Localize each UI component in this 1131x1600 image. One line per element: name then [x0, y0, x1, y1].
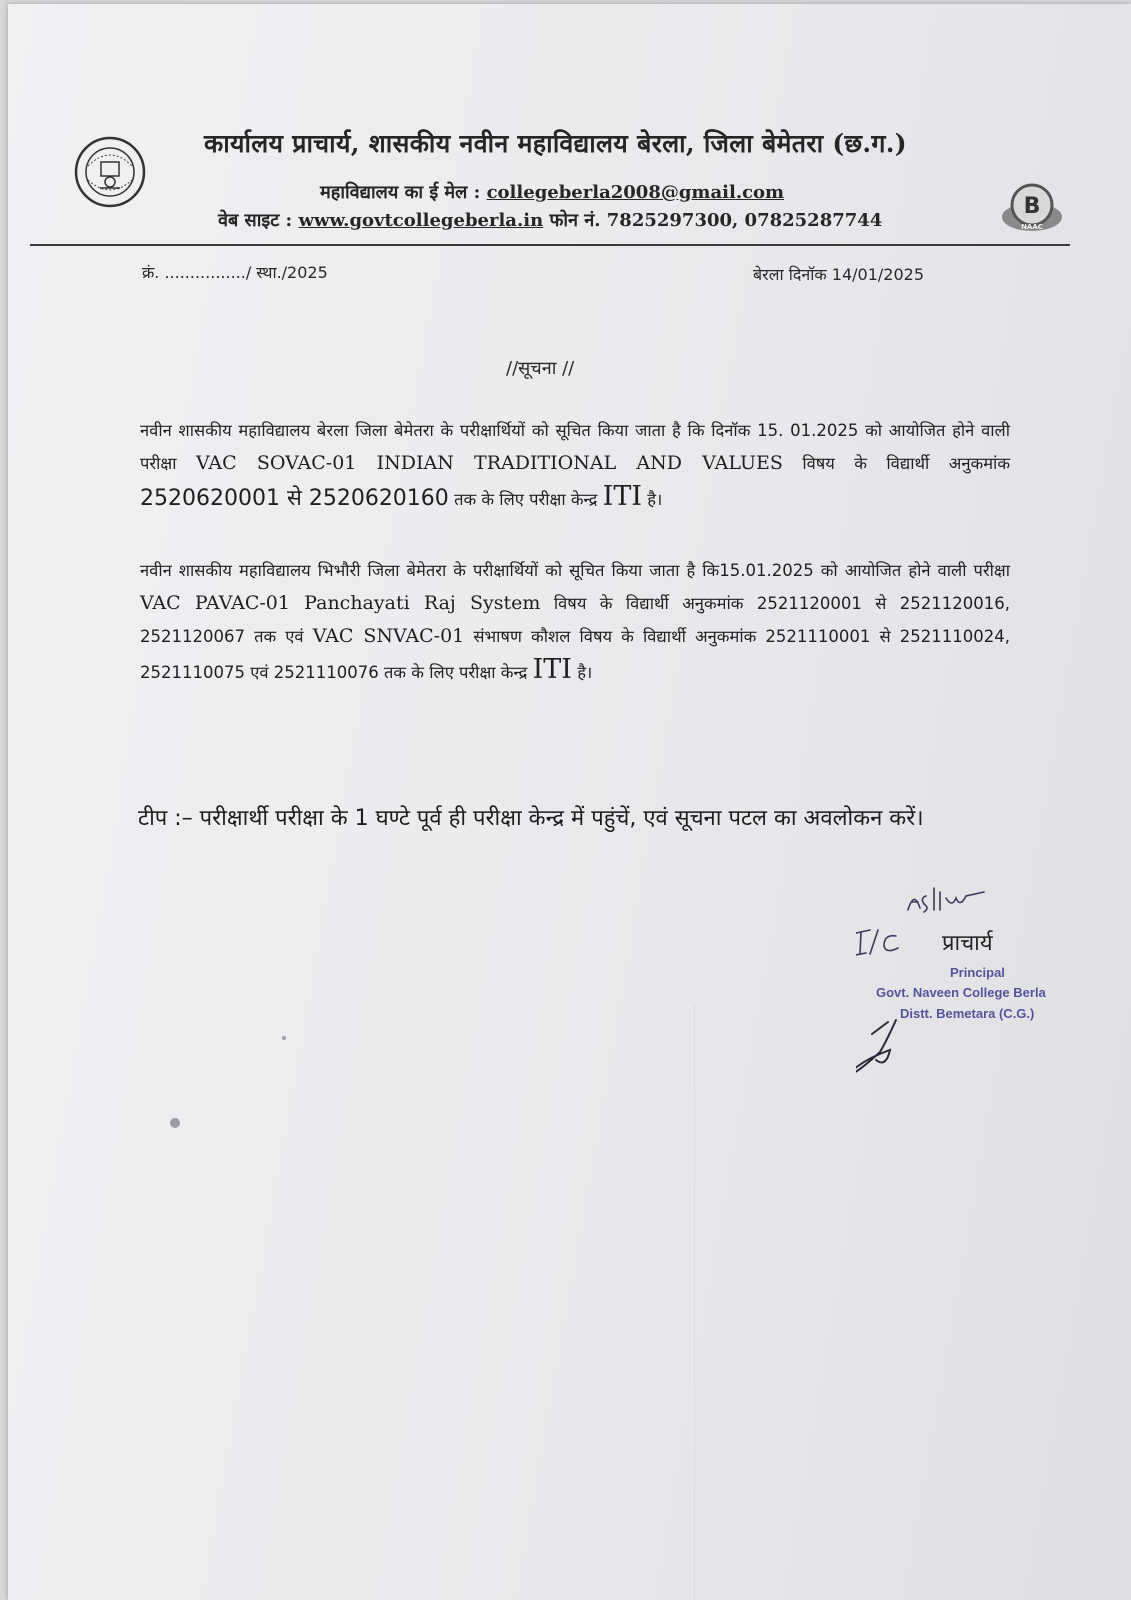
naac-label: NAAC: [1021, 223, 1043, 231]
paper-fold: [694, 1004, 695, 1600]
office-title: कार्यालय प्राचार्य, शासकीय नवीन महाविद्यालय बेरला, जिला बेमेतरा (छ.ग.): [204, 129, 907, 158]
email-label: महाविद्यालय का ई मेल :: [320, 182, 481, 203]
notice-heading: //सूचना //: [506, 358, 575, 379]
website-label: वेब साइट :: [218, 210, 293, 231]
phone-label: फोन नं.: [549, 210, 601, 231]
stamp-district: Distt. Bemetara (C.G.): [900, 1006, 1035, 1021]
stamp-college: Govt. Naveen College Berla: [876, 985, 1046, 1000]
email-line: [320, 180, 784, 204]
website-link[interactable]: www.govtcollegeberla.in: [298, 210, 544, 231]
paper-speck: [170, 1118, 180, 1128]
tip-note: टीप :– परीक्षार्थी परीक्षा के 1 घण्टे पूर्व ही परीक्षा केन्द्र में पहुंचें, एवं सूचना पटल का अवलोकन करें।: [138, 806, 924, 831]
para1-roll-range: 2520620001 से 2520620160: [140, 486, 449, 511]
para1-text-2: विषय के विद्यार्थी अनुकमांक: [802, 454, 1011, 473]
naac-grade: B: [1023, 194, 1041, 219]
notice-paragraph-berla: [140, 414, 1010, 516]
paper-speck: [282, 1036, 286, 1040]
para2-course-1: VAC PAVAC-01 Panchayati Raj System: [140, 592, 541, 614]
college-seal-logo: [74, 136, 146, 208]
phone-numbers: 7825297300, 07825287744: [606, 210, 883, 231]
para2-centre: ITI: [532, 654, 572, 685]
para1-course: VAC SOVAC-01 INDIAN TRADITIONAL AND VALUES: [195, 452, 783, 474]
stamp-principal: Principal: [950, 965, 1005, 980]
para1-end: है।: [647, 490, 663, 509]
para2-text-3: संभाषण कौशल विषय के विद्यार्थी अनुकमांक 2521110001 से 2521110024, 2521110075 एवं 2521110076 तक के लिए परीक्षा केन्द्र: [140, 627, 1010, 682]
para1-centre: ITI: [602, 481, 642, 512]
notice-page: [8, 4, 1131, 1600]
para2-text-2: विषय के विद्यार्थी अनुकमांक 2521120001 से 2521120016, 2521120067 तक एवं: [140, 594, 1010, 646]
signature-role: प्राचार्य: [942, 931, 993, 956]
email-link[interactable]: collegeberla2008@gmail.com: [486, 182, 785, 203]
para2-text-1: नवीन शासकीय महाविद्यालय भिभौरी जिला बेमेतरा के परीक्षार्थियों को सूचित किया जाता है कि15.01.2025 को आयोजित होने वाली परीक्षा: [140, 561, 1010, 580]
reference-date: बेरला दिनॉक 14/01/2025: [753, 265, 925, 284]
para2-end: है।: [577, 663, 593, 682]
para2-course-2: VAC SNVAC-01: [312, 625, 465, 647]
signature-block: [856, 882, 1096, 1102]
header-divider: [30, 244, 1070, 246]
reference-number: क्रं. ................/ स्था./2025: [142, 263, 328, 282]
notice-paragraph-bhibhauri: [140, 554, 1010, 689]
para1-text-3: तक के लिए परीक्षा केन्द्र: [454, 490, 598, 509]
website-line: [218, 208, 882, 232]
para1-text-1: नवीन शासकीय महाविद्यालय बेरला जिला बेमेतरा के परीक्षार्थियों को सूचित किया जाता है कि दिनॉक 15. 01.2025 को आयोजित होने वाली परीक्षा: [140, 421, 1010, 473]
naac-badge-icon: [1000, 181, 1064, 237]
